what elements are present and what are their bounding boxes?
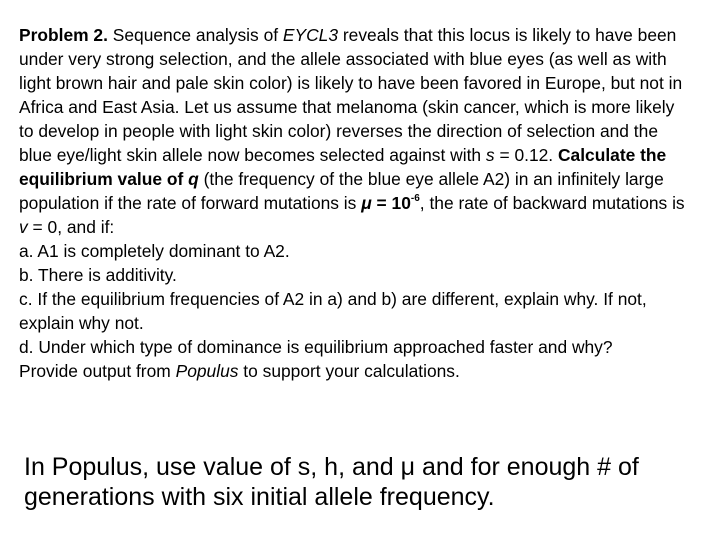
mu-symbol: μ [361,193,372,213]
mu-exponent: -6 [410,193,420,205]
calculate-text: Calculate the equilibrium value of [19,145,667,189]
selection-coefficient-value: = 0.12. [494,145,558,165]
problem-label: Problem 2. [19,25,108,45]
q-symbol: q [188,169,199,189]
provide-text: Provide output from [19,361,176,381]
mutation-rate [361,193,420,213]
statement-text: , the rate of backward mutations is [419,193,685,213]
mu-value: = 10 [371,193,411,213]
statement-text: (the frequency of the blue eye allele A2) in an infinitely large population if the rate of forward mutations is [19,169,664,213]
statement-text: = 0, and if: [27,217,115,237]
populus-note: In Populus, use value of s, h, and μ and for enough # of generations with six initial allele frequency. [24,453,639,511]
item-a: a. A1 is completely dominant to A2. [19,241,290,261]
item-b: b. There is additivity. [19,265,177,285]
v-symbol: v [19,217,28,237]
gene-name: EYCL3 [282,25,339,45]
provide-output [19,359,689,383]
item-d: d. Under which type of dominance is equilibrium approached faster and why? [19,337,613,357]
statement-text: reveals that this locus is likely to have been under very strong selection, and the allele associated with blue eyes (as well as with light brown hair and pale skin color) is likely to have been favored in Europe, but not in Africa and East Asia. Let us assume that melanoma (skin cancer, which is more likely to develop in people with light skin color) reverses the direction of selection and the blue eye/light skin allele now becomes selected against with [19,25,683,165]
problem-text [19,23,689,383]
provide-text: to support your calculations. [238,361,460,381]
populus-name: Populus [175,361,239,381]
item-c: c. If the equilibrium frequencies of A2 in a) and b) are different, explain why. If not, explain why not. [19,289,647,333]
problem-statement [19,23,689,239]
selection-coefficient-symbol: s [485,145,495,165]
statement-text: Sequence analysis of [107,25,283,45]
